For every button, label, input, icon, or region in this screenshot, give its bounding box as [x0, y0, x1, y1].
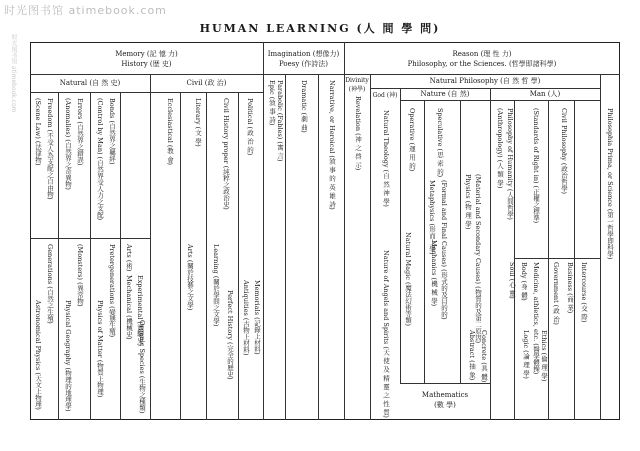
divider-poesy-philosophy: [344, 42, 345, 420]
col-concrete: Concrete (具 體): [480, 330, 488, 383]
col-monsters: (Monsters) (異常物): [76, 244, 84, 307]
col-antiquities: Antiquities (古物上材料): [242, 280, 250, 356]
col-errors: Errors (自然界之錯誤): [76, 98, 84, 166]
header-history: History (歴 史): [121, 60, 172, 68]
divider-divinity: [370, 74, 371, 420]
col-civil-philosophy: Civil Philosophy (政治哲學): [560, 108, 568, 194]
col-soul: Soul (心 靈): [508, 262, 516, 299]
divider-narrative: [318, 74, 319, 420]
header-poesy: Poesy (作詩法): [278, 60, 329, 68]
col-body: Body (身 體): [520, 262, 528, 301]
col-physics: Physics (物 理 學): [464, 174, 472, 230]
divider-literary: [206, 92, 207, 420]
header-nature: Nature (自 然): [420, 90, 470, 98]
divider-physics: [460, 100, 461, 383]
header-god: God (神): [372, 92, 398, 99]
header-natural-history: Natural (自 然 史): [59, 79, 121, 87]
col-parabolic: Parabolic (Fables) (寓 言): [276, 80, 284, 162]
divider-civilproper: [238, 92, 239, 420]
col-pretergenerations: Pretergenerations (變態生殖): [108, 244, 116, 338]
col-abstract: Abstract (抽 象): [468, 330, 476, 381]
col-natural-magic: Natural Magic (魔法幻術等類): [404, 232, 412, 327]
header-memory: Memory (記 憶 力): [115, 50, 178, 58]
col-anthropology: (Anthropology) (人 類 學): [496, 108, 504, 189]
col-material-causes: (Material and Secondary Causes) (物質的及第二原因): [474, 174, 482, 344]
watermark: 时光图书馆 atimebook.com: [4, 4, 167, 17]
divider-bonds: [120, 92, 121, 420]
divider-history-poesy: [263, 42, 264, 420]
divider-nature-sub: [400, 100, 600, 101]
col-generations: Generations (自然之生殖): [46, 244, 54, 324]
col-political: Political (政 治 的): [246, 98, 254, 156]
side-watermark: 时光图书馆 atimebook.com: [10, 34, 17, 113]
header-natural-philosophy: Natural Philosophy (自 然 哲 學): [429, 77, 541, 85]
col-learning: Learning (關於學問之文學): [212, 244, 220, 327]
col-memorials: Memorials (記錄上材料): [253, 280, 261, 355]
col-sceme-law: (Scene Law) (法律物): [34, 98, 42, 166]
col-mechanics: Mechanics (機 械 學): [430, 240, 438, 307]
divider-operative: [424, 100, 425, 383]
divider-nature-man: [490, 88, 491, 420]
col-epic: Epic (敘 事 詩): [268, 80, 276, 126]
col-business: Business (商 業): [566, 262, 574, 314]
divider-header-row: [30, 74, 620, 75]
col-perfect-history: Perfect History (完全的歴史): [226, 290, 234, 380]
col-civil-proper: Civil History proper (純粹之政治史): [222, 98, 230, 210]
col-operative: Operative (運 用 的): [408, 108, 416, 172]
header-reason: Reason (理 性 力): [452, 50, 512, 58]
col-intercourse: Intercourse (交 際): [580, 262, 588, 323]
col-dramatic: Dramatic (劇 曲): [300, 80, 308, 133]
divider-epic: [285, 74, 286, 420]
col-bonds: Bonds (自然界之羈絆): [108, 98, 116, 165]
col-nature-of-angels: Nature of Angels and Spirits (天 使 及 精 靈 之 性 質): [382, 250, 390, 418]
footer-mathematics: Mathematics: [421, 391, 469, 399]
divider-mathematics: [400, 383, 490, 384]
col-ethics: Ethics (倫 理 學): [540, 330, 548, 382]
divider-eccles: [180, 92, 181, 420]
col-narrative: Narrative, or Heroical (敘 事 的 英 雄 詩): [328, 80, 336, 210]
col-philosophy-humanity: Philosophy of Humanity (人間哲學): [506, 108, 514, 220]
page-title: HUMAN LEARNING (人 間 學 問): [199, 22, 441, 35]
header-civil-history: Civil (政 治): [186, 79, 227, 87]
col-medicine: Medicine, athletics, etc. (醫學體操): [532, 262, 540, 375]
col-anomalies: (Anomalies) (自然界之奇異物): [64, 98, 72, 190]
col-government: Government (政 治): [552, 262, 560, 325]
col-natural-theology: Natural Theology (自 然 神 學): [382, 110, 390, 207]
header-man: Man (人): [529, 90, 561, 98]
col-organic-species: Organic Species (生物之種類): [138, 320, 146, 414]
divider-civilphil: [574, 100, 575, 420]
col-formal-final: (Formal and Final Causes) (形式的及目的的): [440, 180, 448, 320]
header-philosophy: Philosophy, or the Sciences. (哲學即諸科學): [407, 60, 557, 68]
col-experimental: Experimental (實驗史): [136, 275, 144, 347]
col-standards: (Standards of Right in) (正權之標準): [532, 108, 540, 224]
header-imagination: Imagination (想像力): [267, 50, 340, 58]
header-divinity: Divinity (神學): [345, 77, 369, 93]
col-arts: Arts (術): [125, 244, 133, 272]
col-physics-matter: Physics of Matter (物質上物理): [96, 300, 104, 398]
divider-freedom: [58, 92, 59, 420]
divider-man-lower: [514, 258, 600, 259]
col-freedom: Freedom (不受人為支配之自由物): [46, 98, 54, 200]
divider-god: [400, 88, 401, 383]
divider-errors: [90, 92, 91, 420]
divider-prima: [600, 74, 601, 420]
col-ecclesiastical: Ecclesiastical (教 會): [166, 98, 174, 166]
col-mechanical: Mechanical (機械史): [125, 275, 133, 340]
divider-natural-civil: [150, 74, 151, 420]
col-speculative: Speculative (思 索 的): [436, 108, 444, 178]
col-astronomical: Astronomical Physics (天文上物理): [34, 300, 42, 410]
col-revelation: Revelation (神 之 啓 示): [354, 96, 362, 171]
divider-anthro: [514, 100, 515, 420]
divider-lower-natural: [30, 238, 150, 239]
col-physical-geography: Physical Geography (物理的地理學): [64, 300, 72, 412]
col-metaphysics: Metaphysics (形而上學): [428, 180, 436, 255]
divider-natural-phil: [370, 88, 600, 89]
col-logic: Logic (論 理 學): [522, 330, 530, 379]
footer-mathematics-cn: (數 學): [434, 401, 456, 409]
col-philosophia-prima: Philosophia Prima, or Science (第一哲學即科學): [606, 108, 614, 260]
col-literary: Literary (文 學): [194, 98, 202, 147]
col-arts-literature: Arts (關於技藝之文學): [186, 244, 194, 311]
col-control: (Control by Man) (自然界受人力之支配): [96, 98, 104, 221]
divider-standards: [548, 100, 549, 420]
